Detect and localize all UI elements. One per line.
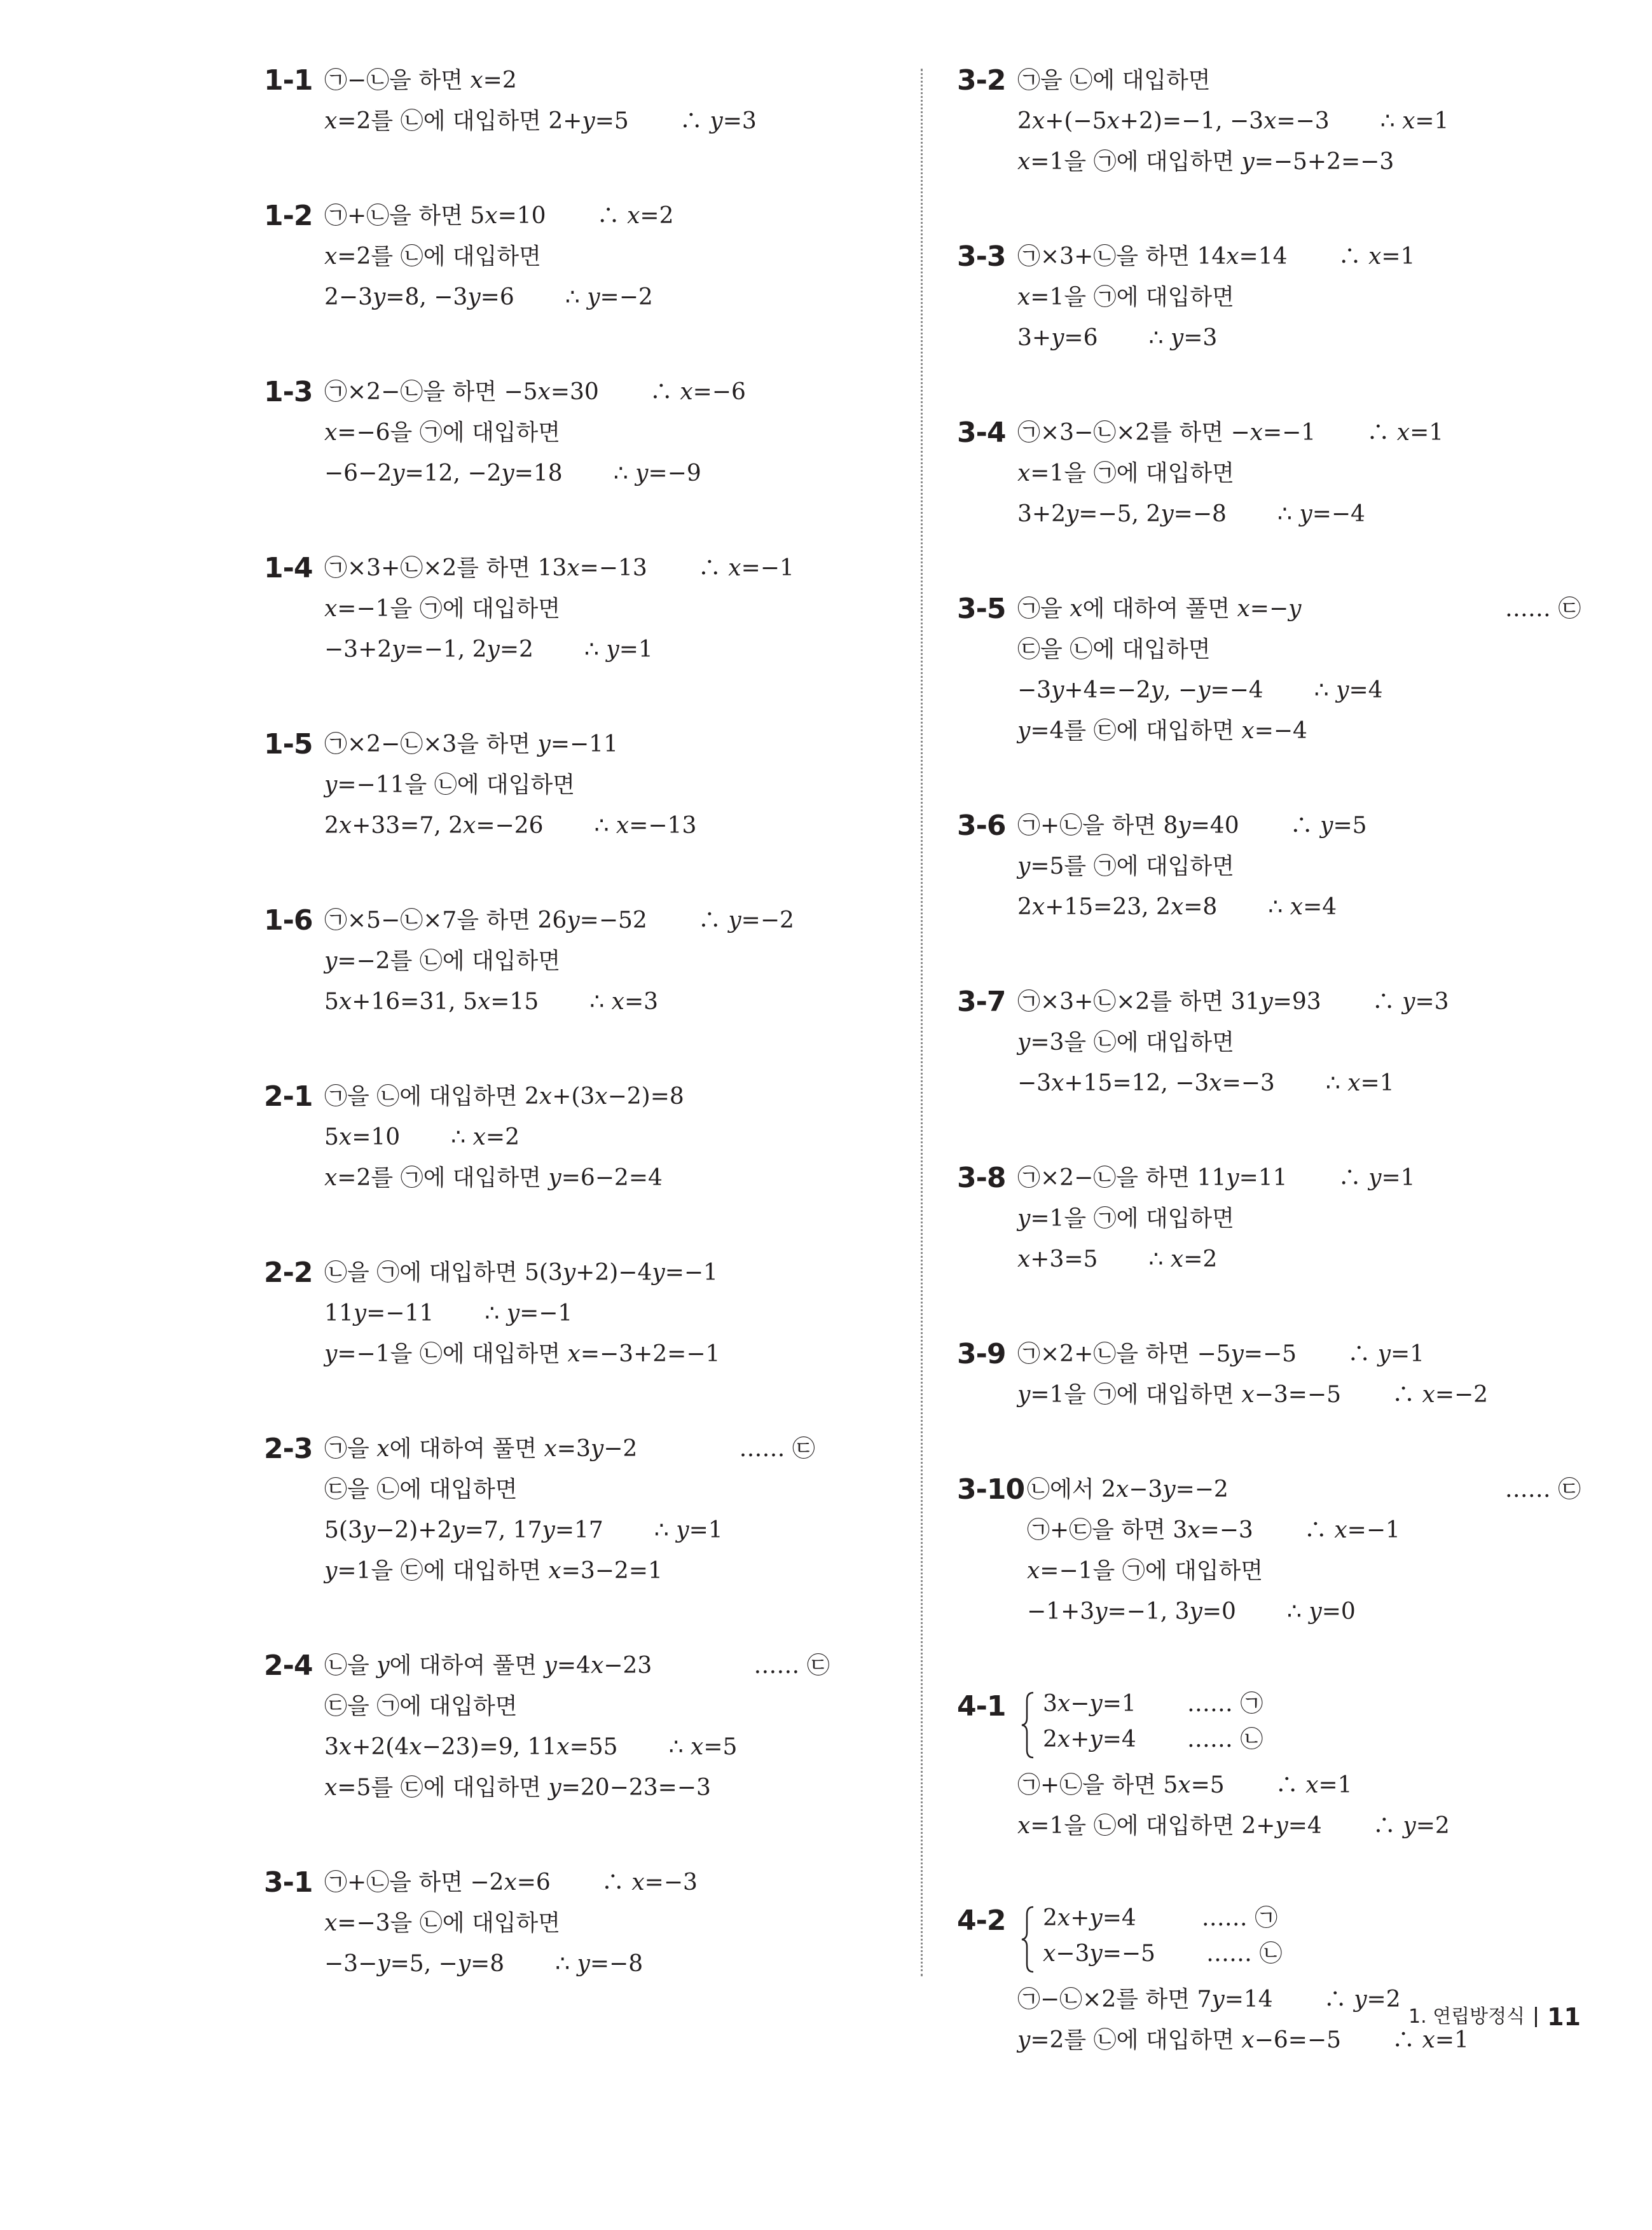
problem-number: 4-2 bbox=[957, 1904, 1006, 1937]
solution-line: 5𝑥=10 ∴ 𝑥=2 bbox=[324, 1124, 520, 1150]
column-divider bbox=[921, 69, 923, 1976]
problem-number: 2-3 bbox=[264, 1433, 313, 1465]
solution-line: ㉠+㉡을 하면 −2𝑥=6 ∴ 𝑥=−3 bbox=[324, 1869, 698, 1896]
solution-line: 𝑦=1을 ㉠에 대입하면 bbox=[1017, 1206, 1234, 1232]
problem-number: 3-1 bbox=[264, 1866, 313, 1899]
problem-number: 3-8 bbox=[957, 1162, 1006, 1194]
solution-line: 11𝑦=−11 ∴ 𝑦=−1 bbox=[324, 1300, 573, 1326]
solution-line: ㉠을 ㉡에 대입하면 2𝑥+(3𝑥−2)=8 bbox=[324, 1084, 684, 1110]
solution-line: −3+2𝑦=−1, 2𝑦=2 ∴ 𝑦=1 bbox=[324, 637, 653, 663]
problem-number: 3-3 bbox=[957, 240, 1006, 273]
solution-line: 𝑦=−2를 ㉡에 대입하면 bbox=[324, 948, 561, 974]
chapter-title: 1. 연립방정식 bbox=[1408, 2006, 1525, 2028]
problem-number: 1-6 bbox=[264, 904, 313, 937]
solution-line: −3𝑦+4=−2𝑦, −𝑦=−4 ∴ 𝑦=4 bbox=[1017, 677, 1383, 703]
solution-line: 𝑦=2를 ㉡에 대입하면 𝑥−6=−5 ∴ 𝑥=1 bbox=[1017, 2027, 1469, 2053]
solution-line: 𝑥=1을 ㉠에 대입하면 bbox=[1017, 460, 1234, 486]
system-equation: 𝑥−3𝑦=−5 …… ㉡ bbox=[1043, 1941, 1283, 1967]
system-equation: 2𝑥+𝑦=4 …… ㉠ bbox=[1043, 1905, 1278, 1931]
problem-number: 1-2 bbox=[264, 200, 313, 232]
solution-line: ㉠−㉡을 하면 𝑥=2 bbox=[324, 67, 517, 93]
problem-number: 3-7 bbox=[957, 986, 1006, 1018]
solution-line: ㉠+㉡을 하면 5𝑥=5 ∴ 𝑥=1 bbox=[1017, 1772, 1353, 1798]
solution-line: −1+3𝑦=−1, 3𝑦=0 ∴ 𝑦=0 bbox=[1027, 1599, 1356, 1625]
solution-line: 𝑦=5를 ㉠에 대입하면 bbox=[1017, 853, 1234, 879]
problem-number: 3-5 bbox=[957, 593, 1006, 625]
solution-line: 𝑥=−1을 ㉠에 대입하면 bbox=[1027, 1558, 1263, 1584]
solution-line: ㉠×3−㉡×2를 하면 −𝑥=−1 ∴ 𝑥=1 bbox=[1017, 420, 1444, 446]
solution-line: ㉢을 ㉠에 대입하면 bbox=[324, 1693, 518, 1719]
solution-line: ㉡을 ㉠에 대입하면 5(3𝑦+2)−4𝑦=−1 bbox=[324, 1260, 718, 1286]
problem-number: 3-2 bbox=[957, 64, 1006, 97]
problem-number: 1-5 bbox=[264, 728, 313, 761]
solution-line: ㉠−㉡×2를 하면 7𝑦=14 ∴ 𝑦=2 bbox=[1017, 1986, 1401, 2013]
solution-line: 𝑦=1을 ㉠에 대입하면 𝑥−3=−5 ∴ 𝑥=−2 bbox=[1017, 1382, 1489, 1408]
solution-line: 𝑥=−1을 ㉠에 대입하면 bbox=[324, 596, 561, 622]
solution-line: 𝑥=1을 ㉡에 대입하면 2+𝑦=4 ∴ 𝑦=2 bbox=[1017, 1813, 1450, 1839]
solution-line: −3𝑥+15=12, −3𝑥=−3 ∴ 𝑥=1 bbox=[1017, 1070, 1394, 1096]
solution-line: 3𝑥+2(4𝑥−23)=9, 11𝑥=55 ∴ 𝑥=5 bbox=[324, 1734, 738, 1760]
solution-line: 𝑦=3을 ㉡에 대입하면 bbox=[1017, 1029, 1234, 1056]
solution-line: ㉠+㉢을 하면 3𝑥=−3 ∴ 𝑥=−1 bbox=[1027, 1517, 1400, 1543]
solution-line: ㉠×5−㉡×7을 하면 26𝑦=−52 ∴ 𝑦=−2 bbox=[324, 907, 794, 933]
problem-number: 4-1 bbox=[957, 1690, 1006, 1723]
solution-line: 𝑥=2를 ㉠에 대입하면 𝑦=6−2=4 bbox=[324, 1165, 663, 1191]
solution-line: ㉠을 𝑥에 대하여 풀면 𝑥=3𝑦−2 …… ㉢ bbox=[324, 1436, 815, 1462]
page-footer bbox=[1408, 1998, 1581, 2036]
solution-line: 2−3𝑦=8, −3𝑦=6 ∴ 𝑦=−2 bbox=[324, 284, 653, 310]
solution-line: ㉠+㉡을 하면 5𝑥=10 ∴ 𝑥=2 bbox=[324, 203, 674, 229]
problem-number: 2-4 bbox=[264, 1649, 313, 1682]
solution-line: 3+2𝑦=−5, 2𝑦=−8 ∴ 𝑦=−4 bbox=[1017, 501, 1365, 527]
solution-line: 𝑥=−6을 ㉠에 대입하면 bbox=[324, 420, 561, 446]
solution-line: ㉡에서 2𝑥−3𝑦=−2 …… ㉢ bbox=[1027, 1476, 1581, 1503]
problem-number: 3-4 bbox=[957, 416, 1006, 449]
solution-line: ㉠×2−㉡을 하면 −5𝑥=30 ∴ 𝑥=−6 bbox=[324, 379, 746, 405]
solution-line: −6−2𝑦=12, −2𝑦=18 ∴ 𝑦=−9 bbox=[324, 460, 701, 486]
solution-line: ㉡을 𝑦에 대하여 풀면 𝑦=4𝑥−23 …… ㉢ bbox=[324, 1653, 830, 1679]
solution-line: ㉠×3+㉡을 하면 14𝑥=14 ∴ 𝑥=1 bbox=[1017, 244, 1415, 270]
solution-line: 𝑥=2를 ㉡에 대입하면 bbox=[324, 244, 541, 270]
solution-line: 𝑥=5를 ㉢에 대입하면 𝑦=20−23=−3 bbox=[324, 1775, 711, 1801]
solution-line: ㉠을 𝑥에 대하여 풀면 𝑥=−𝑦 …… ㉢ bbox=[1017, 596, 1581, 622]
solution-line: 2𝑥+(−5𝑥+2)=−1, −3𝑥=−3 ∴ 𝑥=1 bbox=[1017, 108, 1449, 134]
solution-line: 𝑥+3=5 ∴ 𝑥=2 bbox=[1017, 1246, 1218, 1272]
solution-line: ㉠×2−㉡×3을 하면 𝑦=−11 bbox=[324, 731, 618, 757]
solution-line: ㉠+㉡을 하면 8𝑦=40 ∴ 𝑦=5 bbox=[1017, 813, 1367, 839]
solution-line: ㉢을 ㉡에 대입하면 bbox=[324, 1476, 518, 1503]
solution-line: 𝑥=1을 ㉠에 대입하면 𝑦=−5+2=−3 bbox=[1017, 149, 1394, 175]
solution-line: ㉠을 ㉡에 대입하면 bbox=[1017, 67, 1211, 93]
solution-line: 3+𝑦=6 ∴ 𝑦=3 bbox=[1017, 325, 1218, 351]
footer-separator bbox=[1535, 2007, 1537, 2027]
problem-number: 1-1 bbox=[264, 64, 313, 97]
system-brace bbox=[1018, 1690, 1037, 1760]
solution-line: 2𝑥+15=23, 2𝑥=8 ∴ 𝑥=4 bbox=[1017, 894, 1337, 920]
solution-line: 𝑥=−3을 ㉡에 대입하면 bbox=[324, 1910, 561, 1936]
problem-number: 1-3 bbox=[264, 376, 313, 408]
solution-line: ㉠×2−㉡을 하면 11𝑦=11 ∴ 𝑦=1 bbox=[1017, 1165, 1415, 1191]
problem-number: 1-4 bbox=[264, 552, 313, 584]
problem-number: 3-9 bbox=[957, 1338, 1006, 1370]
page-number: 11 bbox=[1547, 2003, 1581, 2031]
solution-line: 5(3𝑦−2)+2𝑦=7, 17𝑦=17 ∴ 𝑦=1 bbox=[324, 1517, 723, 1543]
solution-line: 𝑦=−11을 ㉡에 대입하면 bbox=[324, 772, 575, 798]
solution-line: 𝑦=1을 ㉢에 대입하면 𝑥=3−2=1 bbox=[324, 1558, 663, 1584]
system-brace bbox=[1018, 1904, 1037, 1974]
solution-line: 𝑦=−1을 ㉡에 대입하면 𝑥=−3+2=−1 bbox=[324, 1341, 720, 1367]
problem-number: 3-10 bbox=[957, 1473, 1025, 1506]
solution-line: 𝑥=1을 ㉠에 대입하면 bbox=[1017, 284, 1234, 310]
solution-line: 5𝑥+16=31, 5𝑥=15 ∴ 𝑥=3 bbox=[324, 989, 659, 1015]
problem-number: 2-1 bbox=[264, 1080, 313, 1113]
solution-line: ㉠×3+㉡×2를 하면 31𝑦=93 ∴ 𝑦=3 bbox=[1017, 989, 1449, 1015]
solution-line: −3−𝑦=5, −𝑦=8 ∴ 𝑦=−8 bbox=[324, 1951, 644, 1977]
solution-line: ㉠×2+㉡을 하면 −5𝑦=−5 ∴ 𝑦=1 bbox=[1017, 1341, 1425, 1367]
solution-line: ㉢을 ㉡에 대입하면 bbox=[1017, 637, 1211, 663]
problem-number: 3-6 bbox=[957, 809, 1006, 842]
system-equation: 3𝑥−𝑦=1 …… ㉠ bbox=[1043, 1691, 1263, 1717]
system-equation: 2𝑥+𝑦=4 …… ㉡ bbox=[1043, 1726, 1263, 1752]
solution-line: 𝑦=4를 ㉢에 대입하면 𝑥=−4 bbox=[1017, 718, 1307, 744]
problem-number: 2-2 bbox=[264, 1256, 313, 1289]
solution-line: ㉠×3+㉡×2를 하면 13𝑥=−13 ∴ 𝑥=−1 bbox=[324, 555, 794, 581]
solution-line: 2𝑥+33=7, 2𝑥=−26 ∴ 𝑥=−13 bbox=[324, 813, 697, 839]
solution-line: 𝑥=2를 ㉡에 대입하면 2+𝑦=5 ∴ 𝑦=3 bbox=[324, 108, 757, 134]
